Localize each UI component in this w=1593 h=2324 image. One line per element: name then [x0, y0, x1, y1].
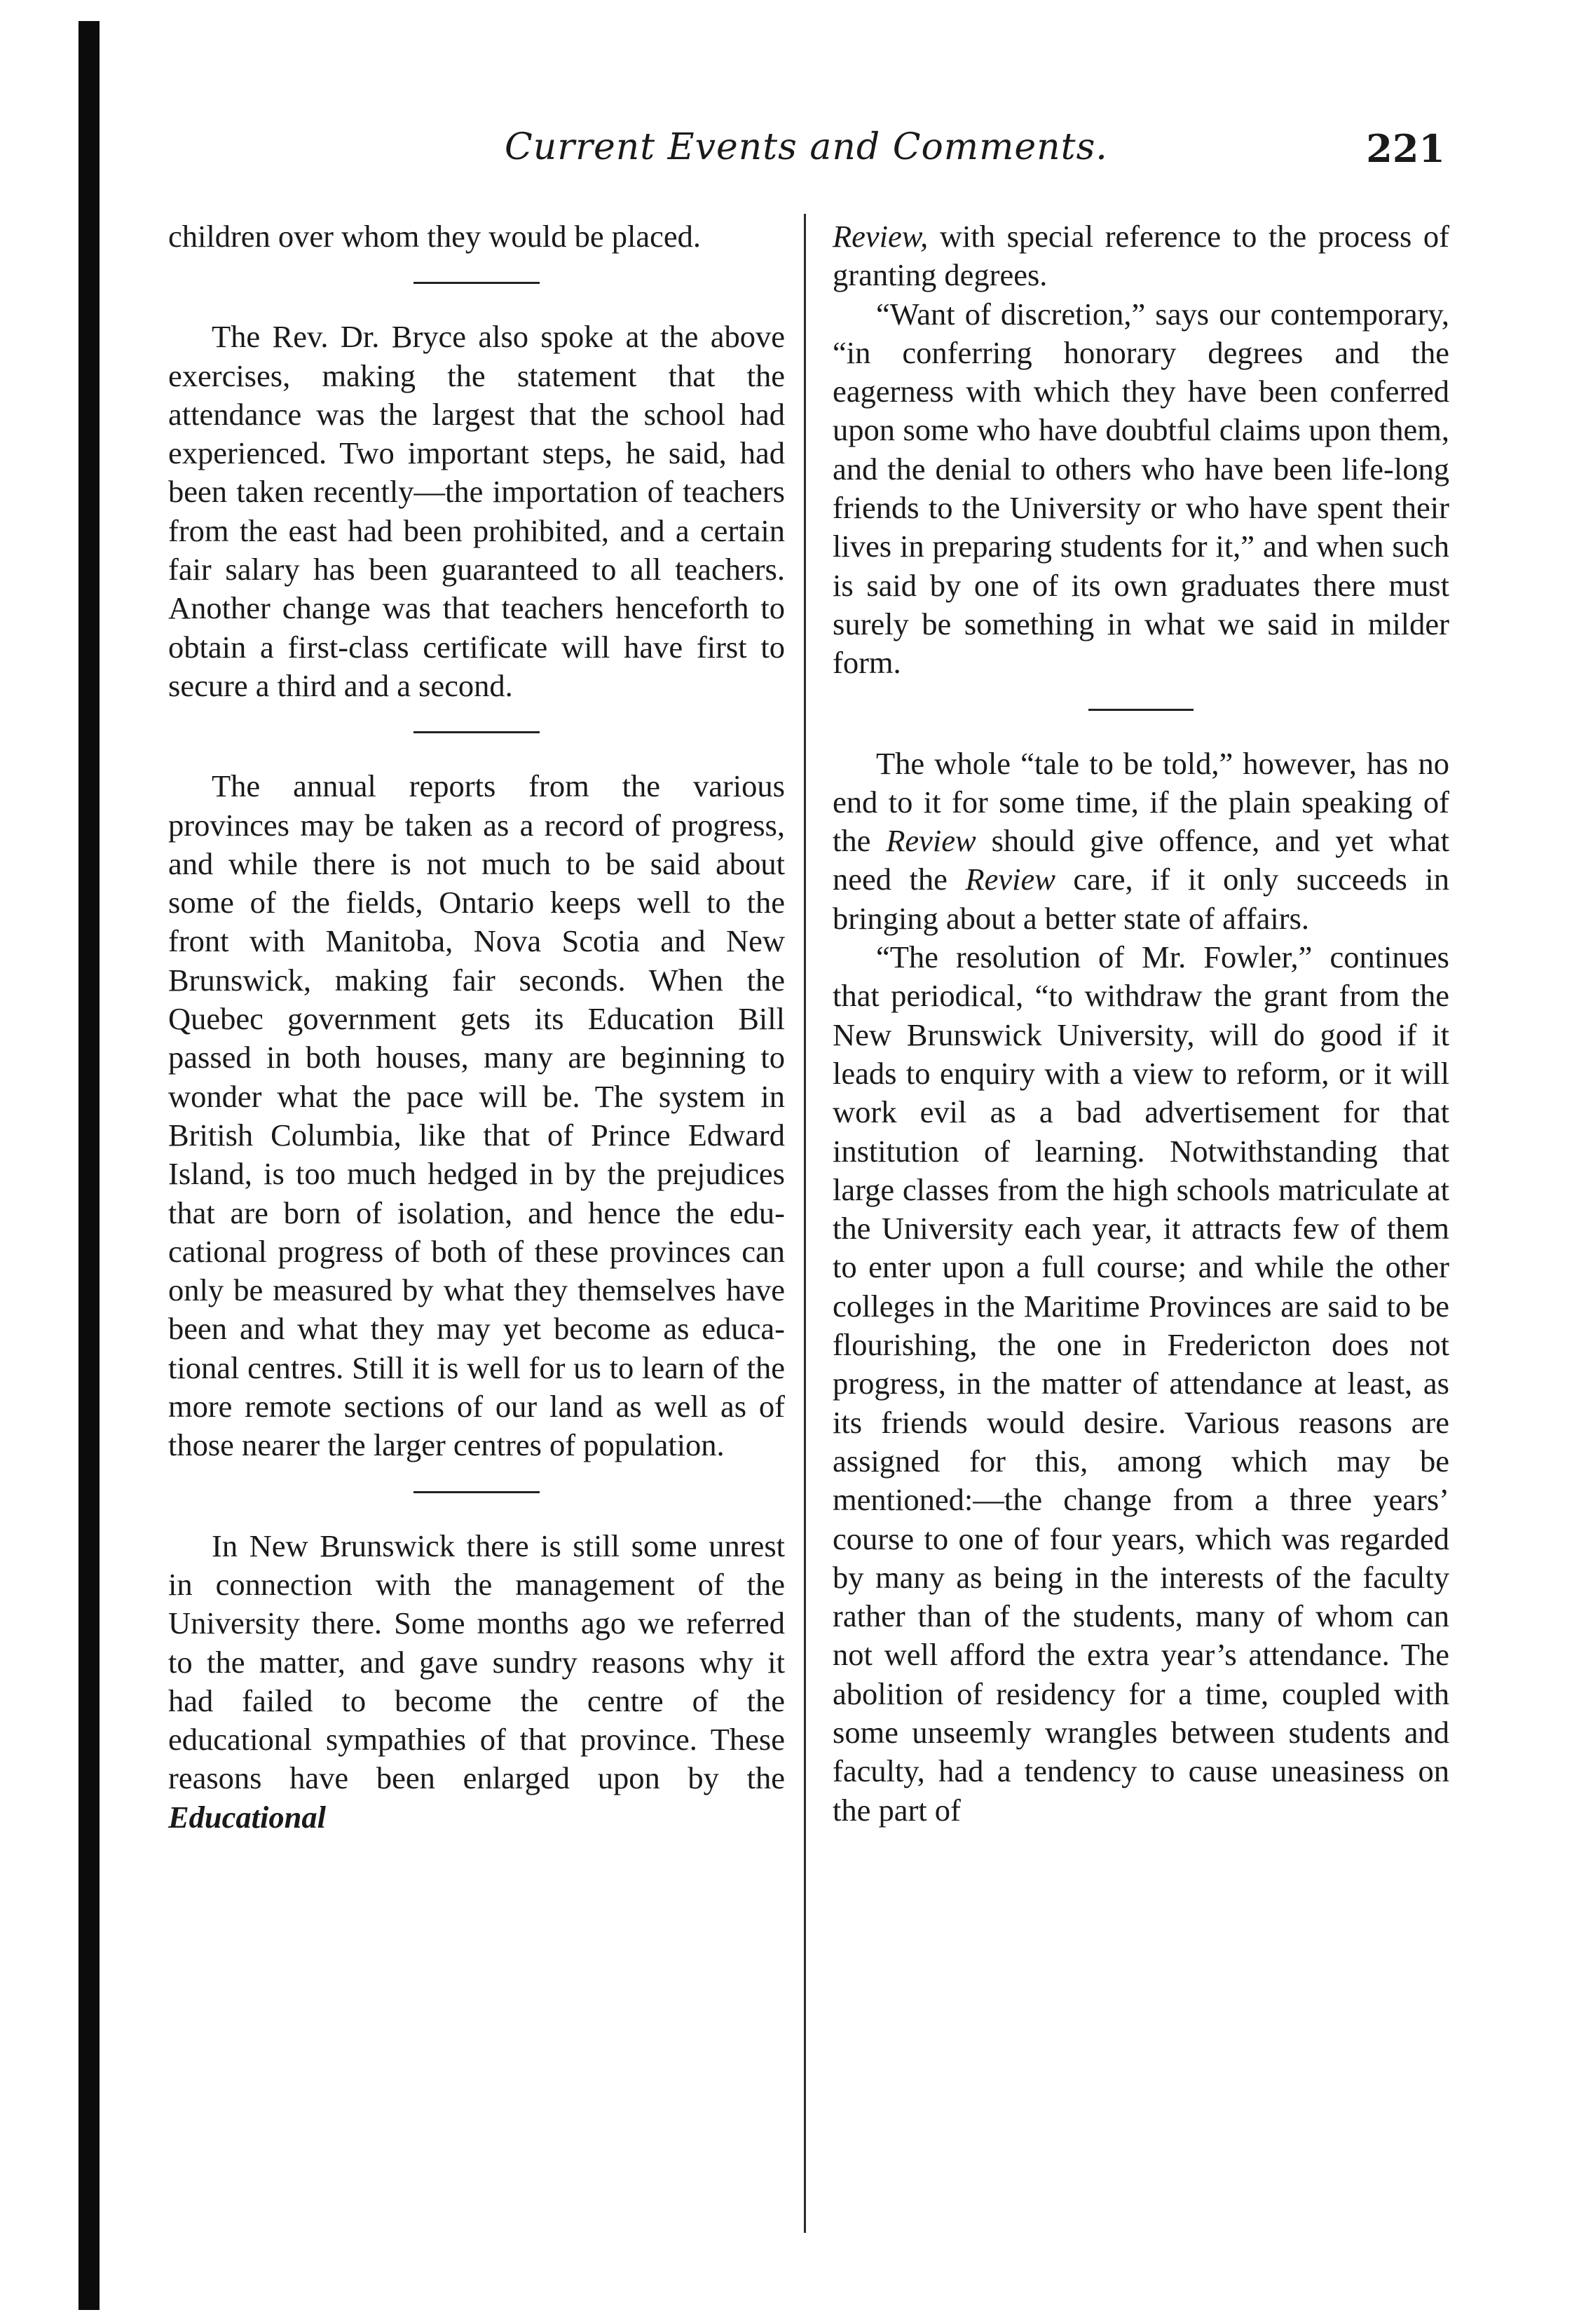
- paragraph-text: In New Brunswick there is still some unrest in connection with the management of the University there. Some months ago we referred to the matter, and gave sundry reasons why it had failed to become the centre of the educational sympathies of that province. These reasons have been enlarged upon by the: [168, 1528, 785, 1796]
- running-head: [491, 126, 1458, 182]
- paragraph-whole-tale: [833, 745, 1449, 938]
- journal-name: Review,: [833, 219, 929, 254]
- section-divider: [1088, 709, 1194, 711]
- paragraph-fowler-resolution: “The resolution of Mr. Fowler,” continues that periodical, “to withdraw the grant from the New Brunswick University, will do good if it leads to enquiry with a view to reform, or it will work evil as a bad advertisement for that institution of learning. Notwithstanding that large classes from the high schools matriculate at the University each year, it attracts few of them to enter upon a full course; and while the other colleges in the Maritime Provinces are said to be flourishing, the one in Fredericton does not progress, in the matter of attendance at least, as its friends would desire. Various reasons are assigned for this, among which may be mentioned:—the change from a three years’ course to one of four years, which was regarded by many as being in the interests of the faculty rather than of the students, many of whom can not well afford the extra year’s attendance. The abolition of residency for a time, coupled with some unseemly wrangles between students and faculty, had a tendency to cause uneasiness on the part of: [833, 939, 1449, 1828]
- section-divider: [413, 731, 540, 733]
- paragraph-new-brunswick: [168, 1527, 785, 1837]
- page-binding-edge: [78, 21, 100, 2310]
- column-divider: [804, 214, 806, 2233]
- paragraph-text: The whole “tale to be told,” however, has no end to it for some time, if the plain speaking of the: [833, 745, 1449, 859]
- journal-name: Review: [965, 862, 1055, 897]
- left-column: [168, 217, 785, 1837]
- section-divider: [413, 1491, 540, 1493]
- paragraph-review-continuation: [833, 217, 1449, 295]
- section-divider: [413, 282, 540, 284]
- paragraph-bryce: The Rev. Dr. Bryce also spoke at the above exercises, making the statement that the attendance was the largest that the school had experienced. Two important steps, he said, had been taken recently—the importation of teachers from the east had been prohibited, and a certain fair salary has been guaranteed to all teachers. Another change was that teachers henceforth to obtain a first-class certificate will have first to secure a third and a second.: [168, 319, 785, 703]
- paragraph-text: with special reference to the process of granting degrees.: [833, 219, 1449, 293]
- paragraph-text: should give offence, and yet what need the: [833, 823, 1449, 897]
- journal-name: Educational: [168, 1799, 327, 1835]
- page-number: 221: [1366, 126, 1445, 171]
- journal-name: Review: [886, 823, 976, 859]
- paragraph-text: care, if it only succeeds in bringing about a better state of affairs.: [833, 862, 1449, 936]
- paragraph-want-of-discretion: “Want of discretion,” says our contemporary, “in conferring honorary degrees and the eagerness with which they have been conferred upon some who have doubtful claims upon them, and the denial to others who have been life-long friends to the University or who have spent their lives in preparing students for it,” and when such is said by one of its own graduates there must surely be something in what we said in milder form.: [833, 296, 1449, 681]
- paragraph-continuation: children over whom they would be placed.: [168, 219, 701, 254]
- right-column: [833, 217, 1449, 1830]
- paragraph-annual-reports: The annual reports from the various provinces may be taken as a record of progress, and while there is not much to be said about some of the fields, Ontario keeps well to the front with Manitoba, Nova Scotia and New Brunswick, making fair seconds. When the Quebec government gets its Education Bill passed in both houses, many are beginning to wonder what the pace will be. The system in British Columbia, like that of Prince Edward Island, is too much hedged in by the prejudices that are born of isolation, and hence the educational progress of both of these provinces can only be measured by what they themselves have been and what they may yet become as educational centres. Still it is well for us to learn of the more remote sections of our land as well as of those nearer the larger centres of population.: [168, 768, 785, 1463]
- running-title: Current Events and Comments.: [505, 126, 1108, 168]
